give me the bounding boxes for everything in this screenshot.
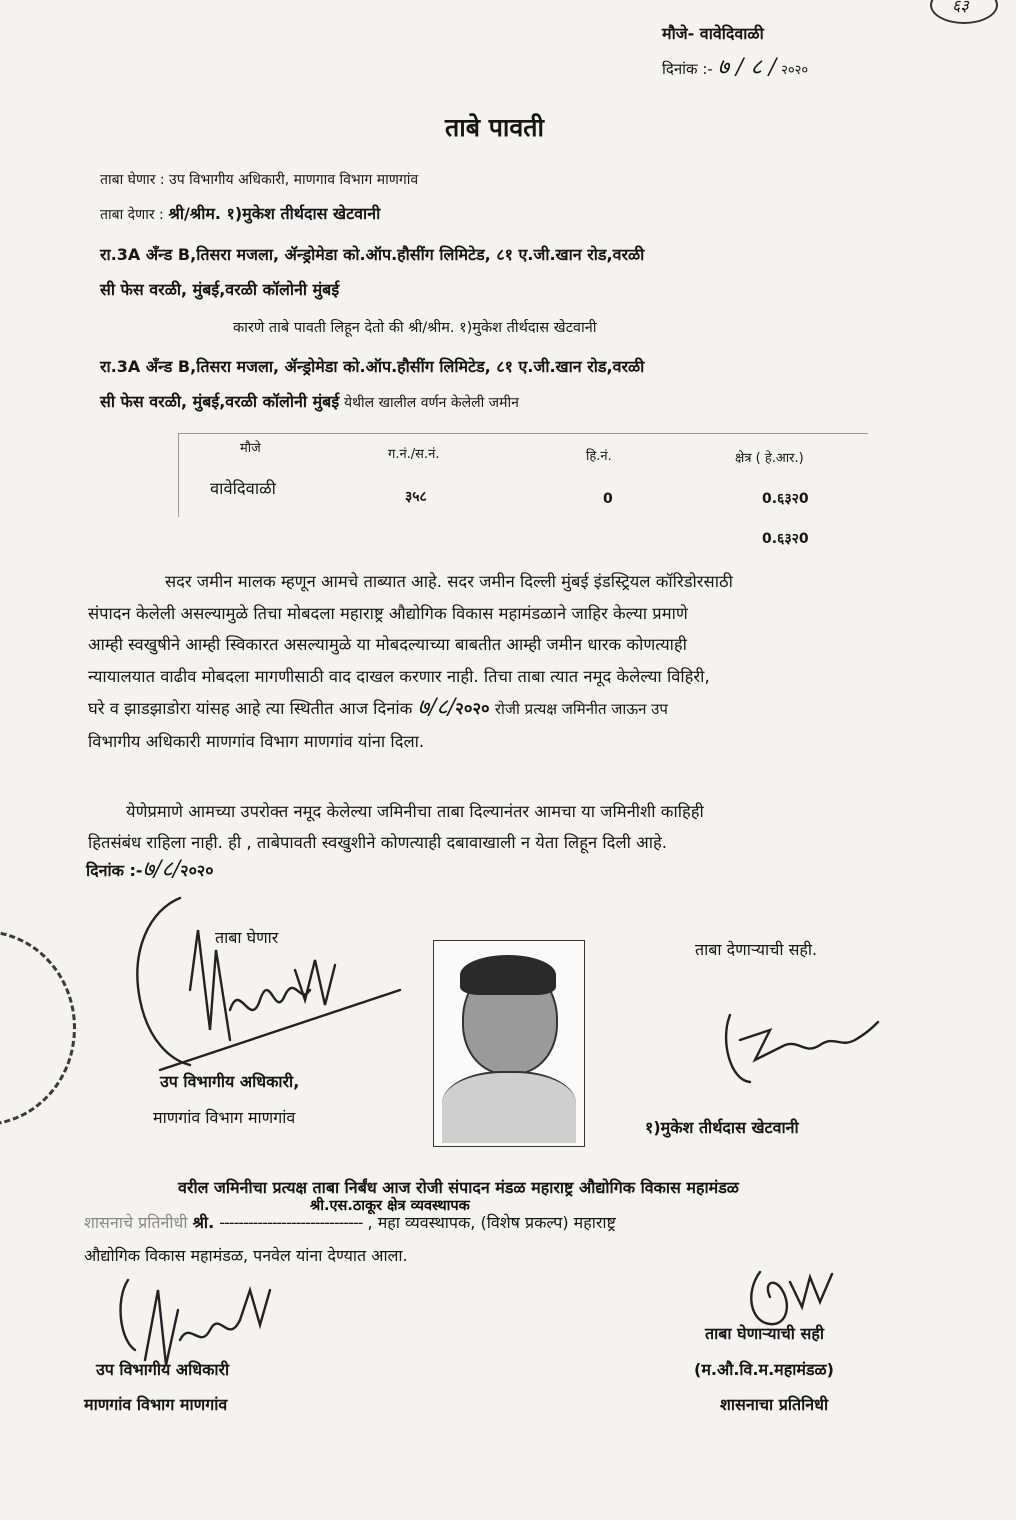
mouje-header: मौजे- वावेदिवाळी (662, 24, 764, 43)
para2-line-2: हितसंबंध राहिला नाही. ही , ताबेपावती स्वखुशीने कोणत्याही दबावाखाली न येता लिहून दिली आहे. (88, 833, 668, 852)
seal-fragment-left (0, 930, 76, 1126)
header-date-label: दिनांक :- (662, 60, 713, 78)
giver-signature-name: १)मुकेश तीर्थदास खेटवानी (645, 1118, 799, 1137)
signing-date-hand: ७/८/ (142, 857, 181, 882)
table-header-hissa: हि.नं. (586, 449, 612, 464)
table-cell-gat: ३५८ (405, 489, 427, 505)
header-date-year: २०२० (781, 63, 809, 78)
giver-name: श्री/श्रीम. १)मुकेश तीर्थदास खेटवानी (168, 204, 381, 223)
para1-line-5-a: घरे व झाडझाडोरा यांसह आहे त्या स्थितीत आज दिनांक (88, 699, 413, 718)
footer-receiver-sign: ताबा घेणाऱ्याची सही (705, 1324, 824, 1343)
photo-hair (460, 955, 556, 995)
header-date (662, 55, 809, 81)
giver-photo (433, 940, 585, 1147)
page-number-circle (930, 0, 998, 24)
land-table (178, 433, 878, 551)
giver-address-2: सी फेस वरळी, मुंबई,वरळी कॉलोनी मुंबई (100, 280, 340, 299)
giver-address-1: रा.3A अँन्ड B,तिसरा मजला, ॲन्ड्रोमेडा को.ऑप.हौसींग लिमिटेड, ८१ ए.जी.खान रोड,वरळी (100, 245, 645, 264)
signing-date (86, 857, 214, 882)
reason-address-2-tail: येथील खालील वर्णन केलेली जमीन (343, 395, 519, 411)
giver-line (100, 204, 380, 225)
reason-address-1: रा.3A अँन्ड B,तिसरा मजला, ॲन्ड्रोमेडा को.ऑप.हौसींग लिमिटेड, ८१ ए.जी.खान रोड,वरळी (100, 357, 645, 376)
table-border-left (178, 433, 179, 517)
table-cell-area: 0.६३२0 (762, 491, 809, 507)
officer-office: माणगांव विभाग माणगांव (153, 1108, 296, 1127)
para2-line-1: येणेप्रमाणे आमच्या उपरोक्त नमूद केलेल्या जमिनीचा ताबा दिल्यानंतर आमचा या जमिनीशी काहिही (126, 802, 704, 821)
footer-receiver-role: शासनाचा प्रतिनिधी (720, 1395, 829, 1414)
reason-line: कारणे ताबे पावती लिहून देतो की श्री/श्रीम. १)मुकेश तीर्थदास खेटवानी (233, 320, 597, 336)
handover-line-1: वरील जमिनीचा प्रत्यक्ष ताबा निर्बंध आज रोजी संपादन मंडळ महाराष्ट्र औद्योगिक विकास महामंडळ (178, 1178, 739, 1197)
footer-officer-title: उप विभागीय अधिकारी (96, 1360, 230, 1379)
handover-rest: , महा व्यवस्थापक, (विशेष प्रकल्प) महाराष्ट्र (367, 1213, 616, 1232)
table-header-mouje: मौजे (240, 441, 261, 456)
officer-stamp: श्री.एस.ठाकूर क्षेत्र व्यवस्थापक (310, 1198, 470, 1214)
document-title: ताबे पावती (445, 113, 545, 142)
signing-date-label: दिनांक :- (86, 861, 143, 880)
signing-date-year: २०२० (180, 861, 214, 880)
handover-line-3: औद्योगिक विकास महामंडळ, पनवेल यांना देण्यात आला. (84, 1246, 408, 1265)
handover-dots: ------------------------------ (219, 1213, 363, 1232)
para1-date-year: २०२० (455, 699, 490, 718)
handover-shri: श्री. (192, 1213, 215, 1232)
reason-address-2 (100, 392, 519, 413)
para1-handwritten-date: ७/८/ (417, 695, 456, 720)
para1-line-5-b: रोजी प्रत्यक्ष जमिनीत जाऊन उप (494, 700, 668, 718)
officer-signature (120, 890, 450, 1090)
taker-line: ताबा घेणार : उप विभागीय अधिकारी, माणगाव विभाग माणगांव (100, 172, 419, 188)
para1-line-3: आम्ही स्वखुषीने आम्ही स्विकारत असल्यामुळे या मोबदल्याच्या बाबतीत आम्ही जमीन धारक कोणत्याही (88, 635, 687, 654)
para1-line-2: संपादन केलेली असल्यामुळे तिचा मोबदला महाराष्ट्र औद्योगिक विकास महामंडळाने जाहिर केल्या प्रमाणे (88, 603, 688, 623)
handover-line-2 (84, 1213, 616, 1233)
declaration-paragraph (88, 566, 968, 757)
footer-officer-office: माणगांव विभाग माणगांव (84, 1395, 228, 1414)
taker-heading: ताबा घेणार (215, 928, 279, 947)
footer-receiver-org: (म.औ.वि.म.महामंडळ) (694, 1360, 834, 1379)
page-number: ६३ (952, 0, 969, 15)
para1-line-1: सदर जमीन मालक म्हणून आमचे ताब्यात आहे. सदर जमीन दिल्ली मुंबई इंडस्ट्रियल कॉरिडोरसाठी (165, 572, 733, 591)
para1-line-6: विभागीय अधिकारी माणगांव विभाग माणगांव यांना दिला. (88, 731, 425, 751)
table-header-area: क्षेत्र ( हे.आर.) (735, 451, 804, 466)
para1-line-5 (88, 692, 968, 726)
table-cell-hissa: 0 (603, 491, 613, 507)
table-total-area: 0.६३२0 (762, 531, 809, 547)
handover-rep-label: शासनाचे प्रतिनीधी (84, 1213, 188, 1232)
giver-signature (710, 1000, 890, 1090)
photo-shoulders (442, 1071, 576, 1143)
officer-signature-2 (100, 1250, 330, 1370)
reason-address-2-main: सी फेस वरळी, मुंबई,वरळी कॉलोनी मुंबई (100, 392, 340, 411)
officer-title: उप विभागीय अधिकारी, (160, 1072, 300, 1091)
para1-line-4: न्यायालयात वाढीव मोबदला मागणीसाठी वाद दाखल करणार नाही. तिचा ताबा त्यात नमूद केलेल्या विहिरी, (88, 666, 710, 686)
header-date-hand: ७ / ८ / (717, 55, 777, 80)
relinquish-paragraph (88, 796, 968, 858)
giver-heading: ताबा देणाऱ्याची सही. (695, 940, 818, 959)
giver-label: ताबा देणार : (100, 207, 164, 223)
table-cell-village: वावेदिवाळी (210, 479, 276, 498)
table-border-top (178, 433, 868, 434)
table-header-gat: ग.नं./स.नं. (388, 447, 440, 462)
